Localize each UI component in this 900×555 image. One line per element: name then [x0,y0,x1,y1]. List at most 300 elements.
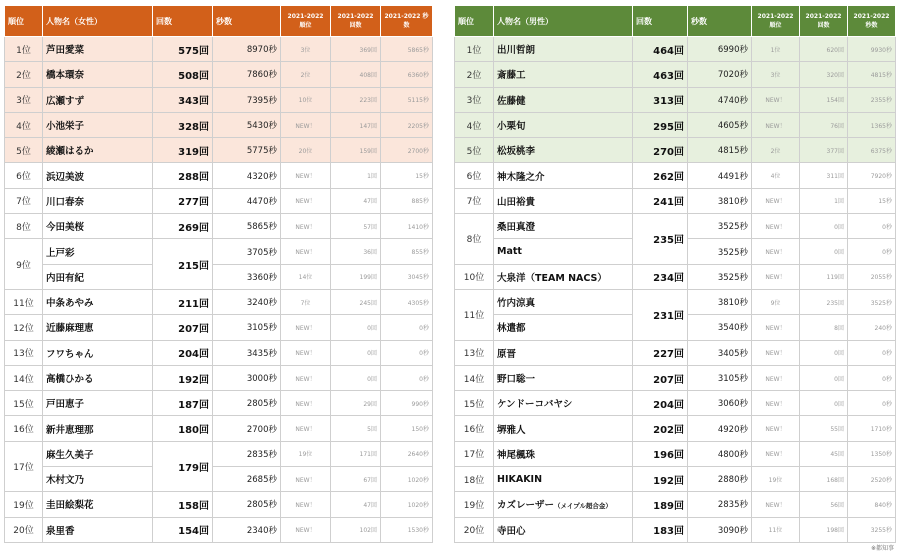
name-cell [494,214,633,239]
rank-cell: 8位 [5,214,43,239]
prev-seconds-cell: 7920秒 [848,163,896,188]
table-row [455,214,896,239]
prev-seconds-cell: 4815秒 [848,62,896,87]
person-group-note: （メイプル超合金） [554,502,612,511]
prev-rank-cell: 3位 [752,62,800,87]
prev-seconds-cell: 2355秒 [848,87,896,112]
seconds-cell: 4815秒 [688,138,752,163]
seconds-cell: 3525秒 [688,264,752,289]
count-cell: 262回 [633,163,688,188]
prev-seconds-cell: 6360秒 [381,62,433,87]
male-header-row [455,6,896,37]
seconds-cell: 3435秒 [213,340,281,365]
prev-rank-cell: NEW！ [281,365,331,390]
prev-rank-cell: NEW！ [281,112,331,137]
prev-seconds-cell: 3255秒 [848,517,896,542]
rank-cell: 1位 [455,37,494,62]
footnote: ※都知事 [870,545,894,552]
count-cell: 227回 [633,340,688,365]
rank-cell: 15位 [455,391,494,416]
prev-seconds-cell: 240秒 [848,315,896,340]
count-cell: 463回 [633,62,688,87]
seconds-cell: 4740秒 [688,87,752,112]
prev-count-cell: 76回 [800,112,848,137]
prev-seconds-cell: 855秒 [381,239,433,264]
person-name: 神尾楓珠 [497,449,536,461]
prev-rank-cell: NEW！ [281,517,331,542]
header-prev-count: 2021-2022 回数 [800,6,848,37]
prev-seconds-cell: 840秒 [848,492,896,517]
person-name: 圭田絵梨花 [46,500,94,512]
prev-count-cell: 0回 [800,239,848,264]
count-cell: 192回 [153,365,213,390]
name-cell [494,163,633,188]
prev-seconds-cell: 990秒 [381,391,433,416]
prev-count-cell: 369回 [331,37,381,62]
prev-count-cell: 0回 [331,315,381,340]
header-seconds: 秒数 [688,6,752,37]
name-cell [494,239,633,264]
prev-rank-cell: NEW！ [281,492,331,517]
prev-count-cell: 159回 [331,138,381,163]
prev-rank-cell: NEW！ [752,264,800,289]
prev-rank-cell: 3位 [281,37,331,62]
prev-rank-cell: 1位 [752,37,800,62]
prev-seconds-cell: 1350秒 [848,441,896,466]
table-row [455,138,896,163]
person-name: Matt [497,246,522,258]
prev-count-cell: 57回 [331,214,381,239]
count-cell: 207回 [633,365,688,390]
count-cell: 189回 [633,492,688,517]
table-row [5,138,433,163]
prev-count-cell: 119回 [800,264,848,289]
rank-cell: 13位 [5,340,43,365]
prev-rank-cell: NEW！ [752,112,800,137]
seconds-cell: 4605秒 [688,112,752,137]
prev-seconds-cell: 2205秒 [381,112,433,137]
count-cell: 204回 [153,340,213,365]
prev-rank-cell: NEW！ [752,492,800,517]
prev-count-cell: 5回 [331,416,381,441]
seconds-cell: 7020秒 [688,62,752,87]
seconds-cell: 5430秒 [213,112,281,137]
prev-seconds-cell: 9930秒 [848,37,896,62]
prev-rank-cell: 14位 [281,264,331,289]
name-cell [494,441,633,466]
prev-count-cell: 223回 [331,87,381,112]
prev-rank-cell: 2位 [752,138,800,163]
table-row [5,416,433,441]
count-cell: 234回 [633,264,688,289]
prev-count-cell: 102回 [331,517,381,542]
name-cell [494,315,633,340]
prev-seconds-cell: 2520秒 [848,467,896,492]
count-cell: 235回 [633,214,688,265]
rank-cell: 19位 [5,492,43,517]
prev-seconds-cell: 3045秒 [381,264,433,289]
prev-seconds-cell: 5115秒 [381,87,433,112]
prev-count-cell: 198回 [800,517,848,542]
person-name: 浜辺美波 [46,171,85,183]
prev-seconds-cell: 0秒 [381,315,433,340]
header-prev-count: 2021-2022 回数 [331,6,381,37]
prev-rank-cell: NEW！ [752,214,800,239]
rank-cell: 2位 [455,62,494,87]
person-name: 内田有紀 [46,272,85,284]
table-row [455,264,896,289]
count-cell: 202回 [633,416,688,441]
rank-cell: 3位 [5,87,43,112]
name-cell [43,264,153,289]
count-cell: 207回 [153,315,213,340]
table-row [455,163,896,188]
prev-count-cell: 408回 [331,62,381,87]
prev-rank-cell: NEW！ [281,391,331,416]
rank-cell: 6位 [455,163,494,188]
count-cell: 295回 [633,112,688,137]
prev-seconds-cell: 5865秒 [381,37,433,62]
person-name: 林遣都 [497,323,526,335]
name-cell [494,517,633,542]
seconds-cell: 2880秒 [688,467,752,492]
prev-rank-cell: 4位 [752,163,800,188]
male-ranking-table [454,5,896,543]
name-cell [494,62,633,87]
prev-count-cell: 147回 [331,112,381,137]
prev-count-cell: 0回 [800,340,848,365]
count-cell: 158回 [153,492,213,517]
rank-cell: 20位 [5,517,43,542]
count-cell: 464回 [633,37,688,62]
table-row [5,391,433,416]
male-table-body [455,37,896,543]
table-row [5,239,433,264]
prev-seconds-cell: 2640秒 [381,441,433,466]
seconds-cell: 7860秒 [213,62,281,87]
name-cell [43,138,153,163]
person-name: 原晋 [497,348,517,360]
name-cell [494,365,633,390]
seconds-cell: 2700秒 [213,416,281,441]
seconds-cell: 3105秒 [688,365,752,390]
count-cell: 180回 [153,416,213,441]
person-name: 神木隆之介 [497,171,545,183]
prev-rank-cell: NEW！ [281,214,331,239]
seconds-cell: 4470秒 [213,188,281,213]
rank-cell: 20位 [455,517,494,542]
table-row [5,214,433,239]
name-cell [494,112,633,137]
prev-count-cell: 620回 [800,37,848,62]
seconds-cell: 3540秒 [688,315,752,340]
rank-cell: 12位 [5,315,43,340]
prev-seconds-cell: 0秒 [848,365,896,390]
rank-cell: 14位 [5,365,43,390]
prev-rank-cell: NEW！ [752,188,800,213]
prev-rank-cell: NEW！ [752,340,800,365]
prev-count-cell: 1回 [800,188,848,213]
prev-seconds-cell: 1365秒 [848,112,896,137]
count-cell: 319回 [153,138,213,163]
table-row [455,365,896,390]
person-name: 上戸彩 [46,247,75,259]
seconds-cell: 2805秒 [213,391,281,416]
prev-count-cell: 245回 [331,289,381,314]
prev-seconds-cell: 2055秒 [848,264,896,289]
name-cell [43,163,153,188]
prev-rank-cell: NEW！ [281,340,331,365]
name-cell [494,289,633,314]
table-row [5,441,433,466]
rank-cell: 11位 [455,289,494,340]
count-cell: 154回 [153,517,213,542]
rank-cell: 19位 [455,492,494,517]
seconds-cell: 6990秒 [688,37,752,62]
name-cell [43,441,153,466]
count-cell: 508回 [153,62,213,87]
prev-seconds-cell: 0秒 [848,214,896,239]
person-name: 近藤麻理恵 [46,323,94,335]
person-name: 橋本環奈 [46,70,85,82]
table-row [455,416,896,441]
rank-cell: 8位 [455,214,494,265]
prev-rank-cell: NEW！ [281,416,331,441]
count-cell: 215回 [153,239,213,290]
person-name: 綾瀬はるか [46,146,94,158]
prev-seconds-cell: 0秒 [848,340,896,365]
prev-seconds-cell: 3525秒 [848,289,896,314]
count-cell: 179回 [153,441,213,492]
rank-cell: 17位 [455,441,494,466]
person-name: 今田美桜 [46,222,85,234]
prev-rank-cell: 7位 [281,289,331,314]
seconds-cell: 4491秒 [688,163,752,188]
prev-count-cell: 171回 [331,441,381,466]
seconds-cell: 4920秒 [688,416,752,441]
seconds-cell: 3090秒 [688,517,752,542]
prev-rank-cell: NEW！ [281,315,331,340]
table-row [5,163,433,188]
prev-rank-cell: 19位 [281,441,331,466]
name-cell [494,391,633,416]
count-cell: 196回 [633,441,688,466]
prev-count-cell: 1回 [331,163,381,188]
table-row [5,188,433,213]
header-rank: 順位 [455,6,494,37]
name-cell [494,264,633,289]
table-row [5,467,433,492]
prev-count-cell: 320回 [800,62,848,87]
rank-cell: 3位 [455,87,494,112]
prev-count-cell: 154回 [800,87,848,112]
seconds-cell: 2685秒 [213,467,281,492]
count-cell: 187回 [153,391,213,416]
table-row [5,315,433,340]
female-ranking-table [4,5,433,543]
rank-cell: 10位 [455,264,494,289]
prev-count-cell: 45回 [800,441,848,466]
person-name: フワちゃん [46,348,94,360]
table-row [5,517,433,542]
table-row [455,467,896,492]
name-cell [494,340,633,365]
person-name: 泉里香 [46,525,75,537]
table-row [5,264,433,289]
prev-rank-cell: 20位 [281,138,331,163]
seconds-cell: 3810秒 [688,289,752,314]
count-cell: 269回 [153,214,213,239]
name-cell [43,112,153,137]
seconds-cell: 2835秒 [688,492,752,517]
person-name: カズレーザー [497,500,555,512]
prev-count-cell: 0回 [331,365,381,390]
name-cell [43,467,153,492]
person-name: 高橋ひかる [46,374,94,385]
seconds-cell: 3105秒 [213,315,281,340]
prev-rank-cell: 11位 [752,517,800,542]
rank-cell: 7位 [5,188,43,213]
name-cell [494,87,633,112]
name-cell [494,492,633,517]
prev-seconds-cell: 4305秒 [381,289,433,314]
person-name: 竹内涼真 [497,298,536,310]
header-rank: 順位 [5,6,43,37]
prev-count-cell: 0回 [800,365,848,390]
person-name: 中条あやみ [46,298,94,310]
seconds-cell: 3000秒 [213,365,281,390]
header-name: 人物名（男性） [494,6,633,37]
rank-cell: 11位 [5,289,43,314]
table-row [455,517,896,542]
prev-seconds-cell: 0秒 [381,365,433,390]
prev-seconds-cell: 2700秒 [381,138,433,163]
count-cell: 241回 [633,188,688,213]
person-name: 佐藤健 [497,95,526,107]
prev-seconds-cell: 0秒 [848,391,896,416]
prev-seconds-cell: 1410秒 [381,214,433,239]
name-cell [43,391,153,416]
header-prev-seconds: 2021-2022 秒数 [381,6,433,37]
name-cell [43,315,153,340]
rank-cell: 2位 [5,62,43,87]
prev-rank-cell: NEW！ [752,239,800,264]
name-cell [43,416,153,441]
table-row [5,365,433,390]
seconds-cell: 3360秒 [213,264,281,289]
name-cell [43,517,153,542]
seconds-cell: 2805秒 [213,492,281,517]
count-cell: 313回 [633,87,688,112]
prev-seconds-cell: 15秒 [381,163,433,188]
prev-count-cell: 55回 [800,416,848,441]
person-name: ケンドーコバヤシ [497,399,573,411]
rank-cell: 4位 [5,112,43,137]
prev-count-cell: 0回 [800,214,848,239]
prev-count-cell: 8回 [800,315,848,340]
table-row [5,492,433,517]
prev-seconds-cell: 0秒 [848,239,896,264]
count-cell: 328回 [153,112,213,137]
prev-count-cell: 29回 [331,391,381,416]
seconds-cell: 2340秒 [213,517,281,542]
count-cell: 231回 [633,289,688,340]
prev-count-cell: 67回 [331,467,381,492]
name-cell [43,289,153,314]
rank-cell: 16位 [455,416,494,441]
count-cell: 270回 [633,138,688,163]
prev-count-cell: 235回 [800,289,848,314]
prev-rank-cell: 9位 [752,289,800,314]
seconds-cell: 3240秒 [213,289,281,314]
person-name: 大泉洋（TEAM NACS） [497,272,607,284]
prev-count-cell: 377回 [800,138,848,163]
seconds-cell: 3525秒 [688,214,752,239]
prev-rank-cell: NEW！ [752,365,800,390]
person-name: 麻生久美子 [46,449,94,461]
count-cell: 183回 [633,517,688,542]
header-name: 人物名（女性） [43,6,153,37]
name-cell [43,340,153,365]
rank-cell: 1位 [5,37,43,62]
rank-cell: 6位 [5,163,43,188]
rank-cell: 4位 [455,112,494,137]
table-row [455,492,896,517]
table-row [5,289,433,314]
person-name: 川口春奈 [46,196,85,208]
prev-count-cell: 47回 [331,492,381,517]
table-row [455,289,896,314]
count-cell: 192回 [633,467,688,492]
table-row [5,87,433,112]
prev-rank-cell: NEW！ [281,467,331,492]
person-name: HIKAKIN [497,473,543,485]
name-cell [43,37,153,62]
person-name: 野口聡一 [497,374,536,385]
count-cell: 277回 [153,188,213,213]
seconds-cell: 2835秒 [213,441,281,466]
header-count: 回数 [153,6,213,37]
name-cell [494,416,633,441]
prev-rank-cell: NEW！ [281,163,331,188]
header-prev-rank: 2021-2022 順位 [752,6,800,37]
count-cell: 343回 [153,87,213,112]
person-name: 小池栄子 [46,121,85,133]
person-name: 新井恵理那 [46,424,94,436]
prev-seconds-cell: 150秒 [381,416,433,441]
seconds-cell: 3810秒 [688,188,752,213]
name-cell [494,37,633,62]
header-prev-seconds: 2021-2022 秒数 [848,6,896,37]
seconds-cell: 4320秒 [213,163,281,188]
rank-cell: 9位 [5,239,43,290]
prev-count-cell: 0回 [800,391,848,416]
prev-seconds-cell: 1020秒 [381,492,433,517]
prev-seconds-cell: 1530秒 [381,517,433,542]
female-table-body [5,37,433,543]
header-count: 回数 [633,6,688,37]
table-row [5,112,433,137]
name-cell [43,214,153,239]
prev-rank-cell: NEW！ [281,188,331,213]
name-cell [43,188,153,213]
prev-seconds-cell: 1710秒 [848,416,896,441]
table-row [455,391,896,416]
table-row [455,87,896,112]
prev-seconds-cell: 15秒 [848,188,896,213]
table-row [455,340,896,365]
name-cell [43,87,153,112]
